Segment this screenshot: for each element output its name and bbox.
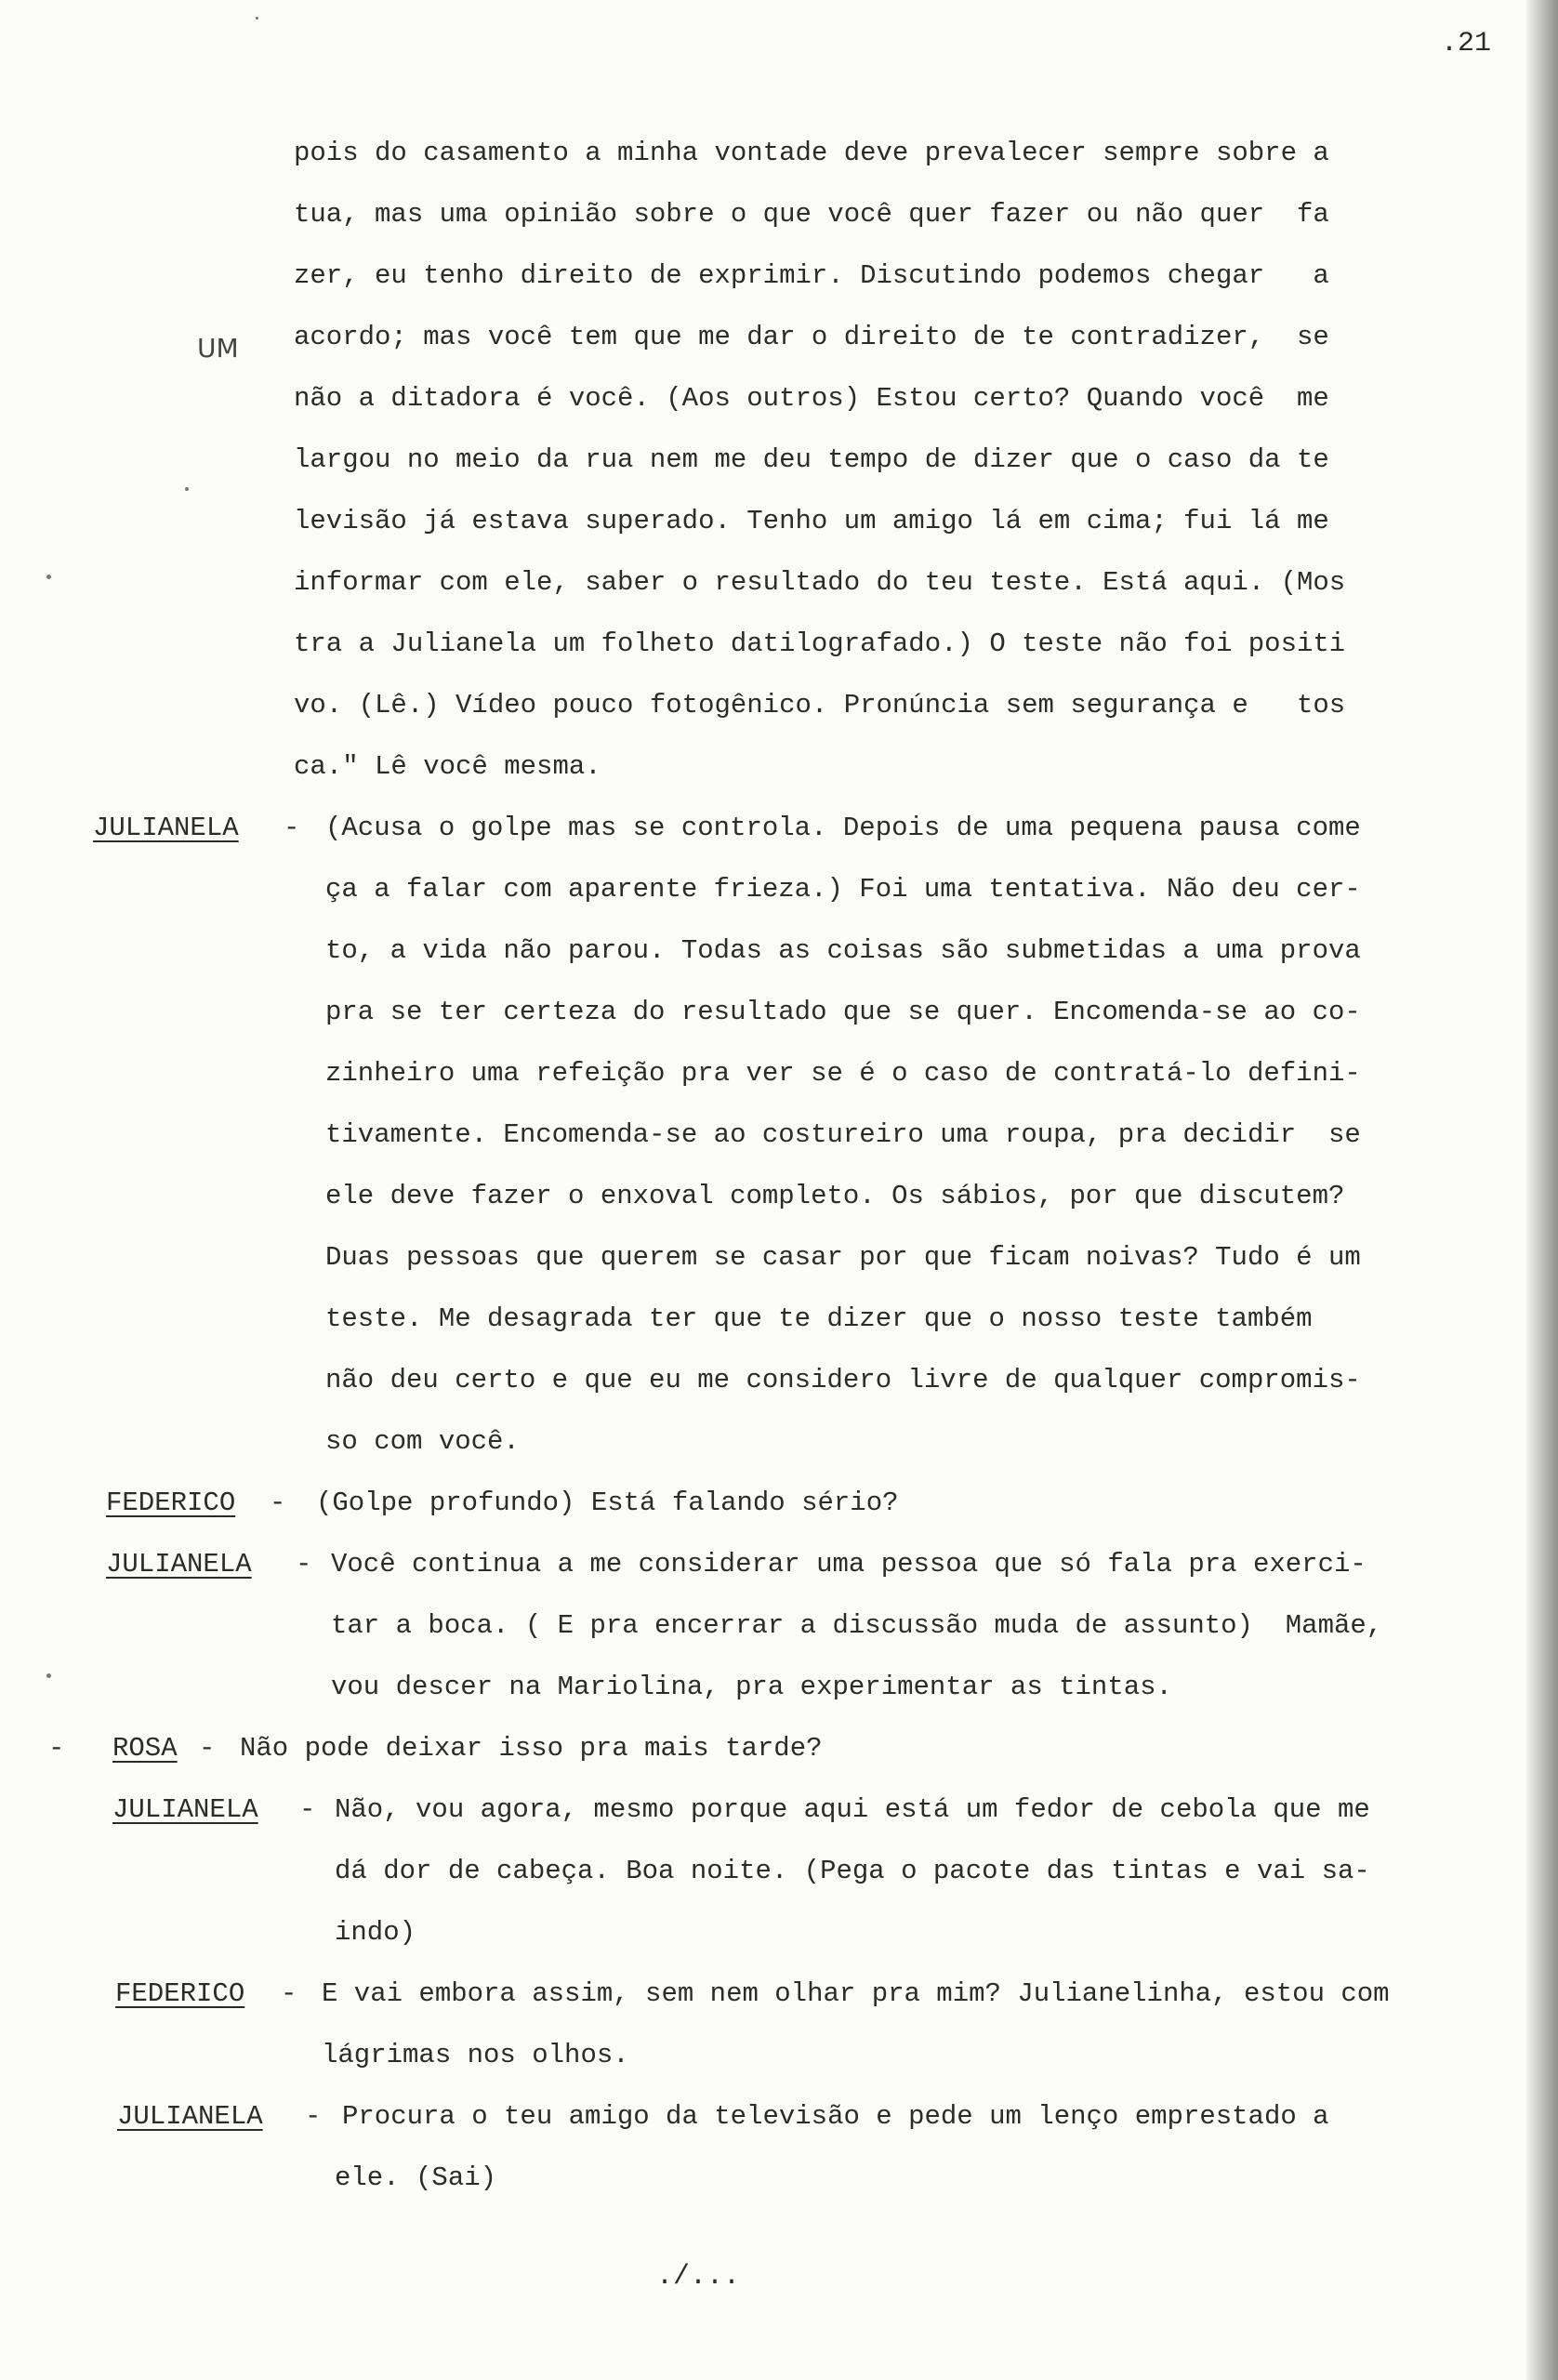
text-line: tua, mas uma opinião sobre o que você quer fazer ou não quer fa: [294, 199, 1329, 230]
speaker-dash: -: [296, 1549, 312, 1580]
scan-speck: [46, 1673, 51, 1678]
scan-speck: [256, 17, 258, 20]
speaker-name: FEDERICO: [115, 1978, 245, 2009]
text-line: lágrimas nos olhos.: [322, 2040, 629, 2070]
text-line: tivamente. Encomenda-se ao costureiro uma roupa, pra decidir se: [325, 1119, 1361, 1150]
speaker-dash: -: [270, 1488, 286, 1518]
text-line: acordo; mas você tem que me dar o direito de te contradizer, se: [294, 322, 1329, 352]
text-line: levisão já estava superado. Tenho um amigo lá em cima; fui lá me: [294, 506, 1329, 536]
text-line: ele deve fazer o enxoval completo. Os sábios, por que discutem?: [325, 1181, 1345, 1211]
text-line: indo): [335, 1917, 416, 1948]
text-line: vou descer na Mariolina, pra experimentar as tintas.: [331, 1672, 1172, 1702]
speaker-dash: -: [284, 813, 300, 843]
text-line: Duas pessoas que querem se casar por que ficam noivas? Tudo é um: [325, 1242, 1361, 1273]
margin-dash: -: [48, 1733, 65, 1764]
text-line: não a ditadora é você. (Aos outros) Estou certo? Quando você me: [294, 383, 1329, 414]
speaker-name: JULIANELA: [106, 1549, 252, 1580]
text-line: so com você.: [325, 1426, 520, 1457]
text-line: pois do casamento a minha vontade deve prevalecer sempre sobre a: [294, 138, 1329, 168]
text-line: E vai embora assim, sem nem olhar pra mim? Julianelinha, estou com: [322, 1978, 1390, 2009]
text-line: informar com ele, saber o resultado do teu teste. Está aqui. (Mos: [294, 567, 1346, 598]
speaker-name: FEDERICO: [106, 1488, 236, 1518]
text-line: pra se ter certeza do resultado que se quer. Encomenda-se ao co-: [325, 997, 1361, 1027]
speaker-name: JULIANELA: [112, 1794, 258, 1825]
speaker-dash: -: [299, 1794, 316, 1825]
speaker-dash: -: [199, 1733, 216, 1764]
text-line: to, a vida não parou. Todas as coisas são submetidas a uma prova: [325, 935, 1361, 966]
text-line: vo. (Lê.) Vídeo pouco fotogênico. Pronúncia sem segurança e tos: [294, 690, 1346, 721]
text-line: largou no meio da rua nem me deu tempo de dizer que o caso da te: [294, 444, 1329, 475]
text-line: Procura o teu amigo da televisão e pede um lenço emprestado a: [342, 2101, 1329, 2132]
scanned-page-edge: [1526, 0, 1558, 2380]
continuation-marker: ./...: [656, 2261, 741, 2293]
text-line: não deu certo e que eu me considero livre de qualquer compromis-: [325, 1365, 1361, 1395]
text-line: ele. (Sai): [335, 2162, 497, 2193]
text-line: dá dor de cabeça. Boa noite. (Pega o pacote das tintas e vai sa-: [335, 1856, 1370, 1886]
text-line: (Acusa o golpe mas se controla. Depois de uma pequena pausa come: [325, 813, 1361, 843]
text-line: (Golpe profundo) Está falando sério?: [316, 1488, 899, 1518]
scan-speck: [46, 575, 51, 579]
text-line: teste. Me desagrada ter que te dizer que o nosso teste também: [325, 1303, 1313, 1334]
page-number: .21: [1441, 28, 1492, 60]
text-line: Você continua a me considerar uma pessoa que só fala pra exerci-: [331, 1549, 1367, 1580]
text-line: Não pode deixar isso pra mais tarde?: [240, 1733, 823, 1764]
text-line: tar a boca. ( E pra encerrar a discussão muda de assunto) Mamãe,: [331, 1610, 1383, 1641]
text-line: ca." Lê você mesma.: [294, 751, 601, 782]
text-line: tra a Julianela um folheto datilografado.) O teste não foi positi: [294, 628, 1346, 659]
text-line: Não, vou agora, mesmo porque aqui está um fedor de cebola que me: [335, 1794, 1370, 1825]
speaker-dash: -: [281, 1978, 297, 2009]
speaker-dash: -: [305, 2101, 322, 2132]
speaker-name: ROSA: [112, 1733, 178, 1764]
handwritten-margin-note: UM: [197, 333, 239, 364]
text-line: zer, eu tenho direito de exprimir. Discutindo podemos chegar a: [294, 260, 1329, 291]
scan-speck: [185, 487, 189, 491]
text-line: zinheiro uma refeição pra ver se é o caso de contratá-lo defini-: [325, 1058, 1361, 1089]
text-line: ça a falar com aparente frieza.) Foi uma tentativa. Não deu cer-: [325, 874, 1361, 905]
speaker-name: JULIANELA: [117, 2101, 263, 2132]
speaker-name: JULIANELA: [93, 813, 239, 843]
